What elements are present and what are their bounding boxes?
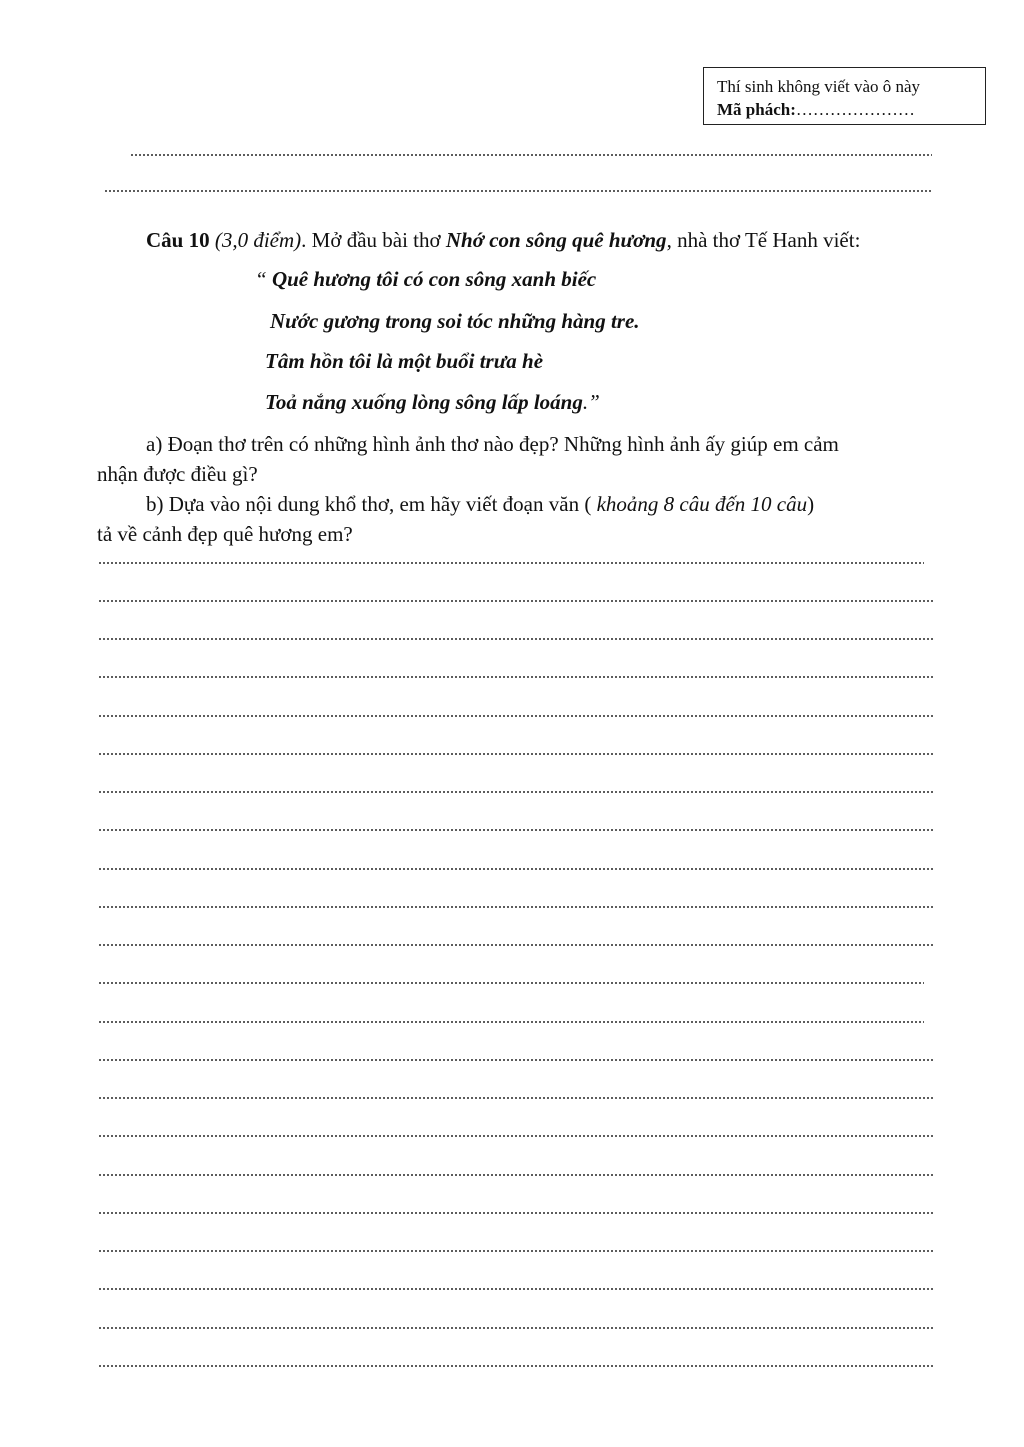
- answer-line[interactable]: [98, 829, 934, 831]
- answer-line[interactable]: [98, 715, 934, 717]
- part-b-text-a: b) Dựa vào nội dung khổ thơ, em hãy viết đoạn văn (: [146, 492, 597, 516]
- question-points: (3,0 điểm): [209, 228, 302, 252]
- question-intro-b: , nhà thơ Tế Hanh viết:: [666, 228, 861, 252]
- exam-code-box: [703, 67, 986, 125]
- part-b-text-b: ): [807, 492, 815, 516]
- exam-code-label: Mã phách:: [717, 100, 796, 119]
- poem-title: Nhớ con sông quê hương: [445, 228, 667, 252]
- answer-line[interactable]: [98, 1365, 934, 1367]
- answer-line[interactable]: [98, 791, 934, 793]
- answer-line[interactable]: [98, 1212, 934, 1214]
- part-b-line-1: [146, 490, 814, 518]
- poem-line-3: Tâm hồn tôi là một buổi trưa hè: [265, 349, 544, 373]
- answer-line[interactable]: [98, 868, 934, 870]
- answer-line[interactable]: [98, 1250, 934, 1252]
- answer-line[interactable]: [98, 906, 934, 908]
- poem-line-2: Nước gương trong soi tóc những hàng tre.: [270, 309, 640, 333]
- poem-line-1-text: Quê hương tôi có con sông xanh biếc: [271, 267, 597, 291]
- answer-line[interactable]: [98, 562, 924, 564]
- poem-line-1: [255, 265, 596, 293]
- question-intro-a: . Mở đầu bài thơ: [301, 228, 446, 252]
- question-number: Câu 10: [146, 228, 210, 252]
- answer-line[interactable]: [98, 1135, 934, 1137]
- answer-line[interactable]: [98, 638, 934, 640]
- question-heading: [146, 226, 860, 254]
- answer-line[interactable]: [98, 1059, 934, 1061]
- answer-line-top-2[interactable]: [104, 190, 932, 192]
- part-a-line-2: nhận được điều gì?: [97, 462, 258, 486]
- poem-close-quote: .”: [582, 390, 600, 414]
- poem-open-quote: “: [255, 267, 272, 291]
- poem-line-4-text: Toả nắng xuống lòng sông lấp loáng: [265, 390, 583, 414]
- part-b-line-2: tả về cảnh đẹp quê hương em?: [97, 522, 353, 546]
- answer-line[interactable]: [98, 676, 934, 678]
- exam-code-line: [717, 98, 985, 121]
- answer-line[interactable]: [98, 1288, 934, 1290]
- answer-line-top-1[interactable]: [130, 154, 932, 156]
- answer-line[interactable]: [98, 600, 934, 602]
- answer-line[interactable]: [98, 753, 934, 755]
- part-b-length-hint: khoảng 8 câu đến 10 câu: [596, 492, 808, 516]
- answer-line[interactable]: [98, 1174, 934, 1176]
- answer-line[interactable]: [98, 944, 934, 946]
- exam-code-dots: …………………: [795, 100, 915, 119]
- answer-line[interactable]: [98, 1097, 934, 1099]
- part-a-line-1: a) Đoạn thơ trên có những hình ảnh thơ nào đẹp? Những hình ảnh ấy giúp em cảm: [146, 432, 839, 456]
- poem-line-4: [265, 388, 600, 416]
- answer-line[interactable]: [98, 1021, 924, 1023]
- answer-line[interactable]: [98, 1327, 934, 1329]
- no-write-notice: Thí sinh không viết vào ô này: [717, 77, 921, 96]
- answer-line[interactable]: [98, 982, 924, 984]
